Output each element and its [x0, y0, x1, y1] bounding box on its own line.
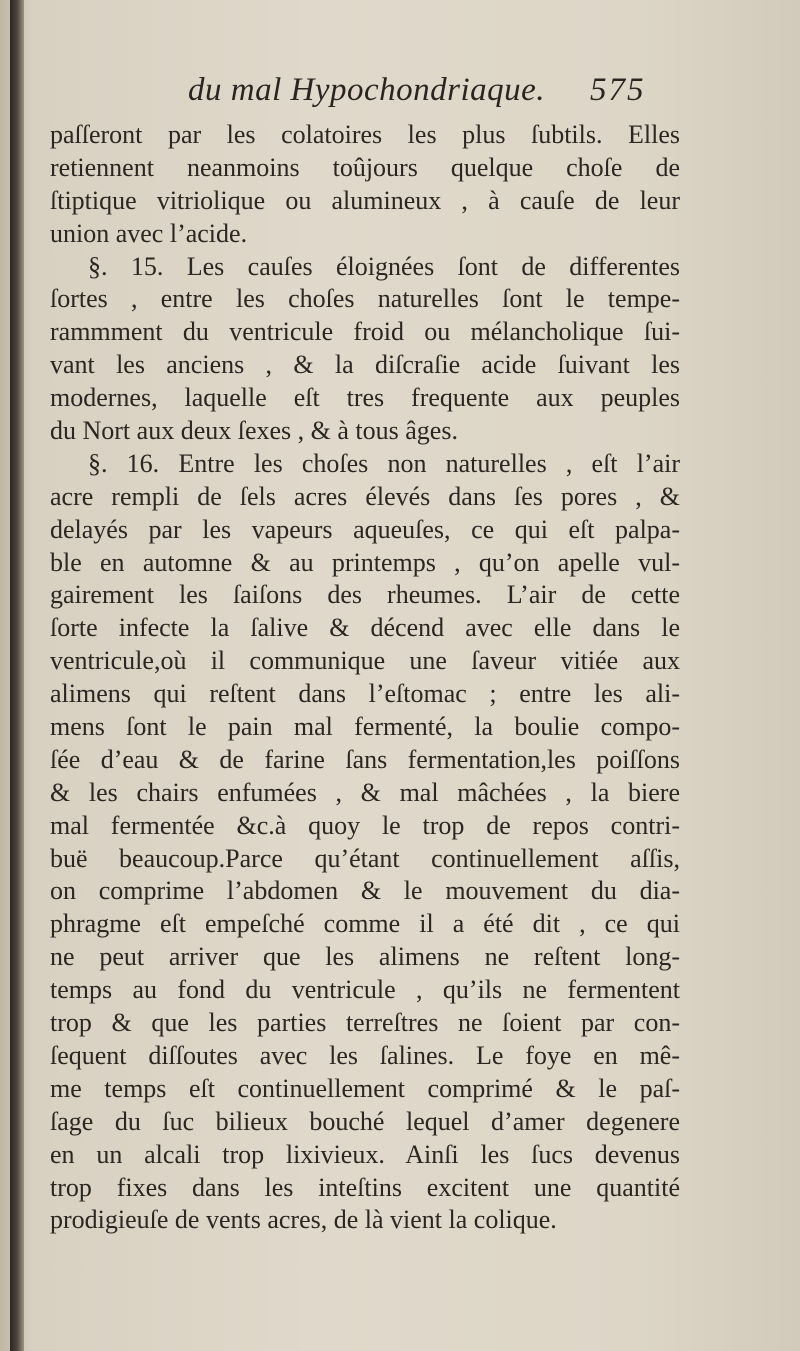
text-line: modernes, laquelle eſt tres frequente aux peuples: [50, 383, 680, 413]
text-line: §. 16. Entre les choſes non naturelles , eſt l’air: [88, 448, 680, 478]
text-line: ſée d’eau & de farine ſans fermentation,les poiſſons: [50, 744, 680, 774]
text-line: paſſeront par les colatoires les plus ſubtils. Elles: [50, 120, 680, 149]
text-line: me temps eſt continuellement comprimé & le paſ-: [50, 1073, 680, 1103]
text-line: vant les anciens , & la diſcraſie acide ſuivant les: [50, 350, 680, 380]
text-line: temps au fond du ventricule , qu’ils ne fermentent: [50, 975, 680, 1005]
text-line: alimens qui reſtent dans l’eſtomac ; entre les ali-: [50, 679, 680, 709]
text-line: trop & que les parties terreſtres ne ſoient par con-: [50, 1008, 680, 1038]
text-line: ſtiptique vitriolique ou alumineux , à cauſe de leur: [50, 185, 680, 215]
page-number: 575: [590, 72, 646, 108]
text-line: on comprime l’abdomen & le mouvement du dia-: [50, 876, 680, 906]
text-line: ſequent diſſoutes avec les ſalines. Le foye en mê-: [50, 1040, 680, 1070]
page-header: [0, 72, 800, 112]
text-line: mens ſont le pain mal fermenté, la boulie compo-: [50, 712, 680, 742]
text-line: phragme eſt empeſché comme il a été dit , ce qui: [50, 909, 680, 939]
text-line: ble en automne & au printemps , qu’on apelle vul-: [50, 547, 680, 577]
text-line: ſortes , entre les choſes naturelles ſont le tempe-: [50, 284, 680, 314]
text-line: trop fixes dans les inteſtins excitent une quantité: [50, 1172, 680, 1202]
text-line: gairement les ſaiſons des rheumes. L’air de cette: [50, 580, 680, 610]
text-line: ſage du ſuc bilieux bouché lequel d’amer degenere: [50, 1106, 680, 1136]
text-line: rammment du ventricule froid ou mélancholique ſui-: [50, 317, 680, 347]
text-line: union avec l’acide.: [50, 218, 248, 248]
text-line: en un alcali trop lixivieux. Ainſi les ſucs devenus: [50, 1139, 680, 1169]
text-line: & les chairs enfumées , & mal mâchées , la biere: [50, 777, 680, 807]
text-line: ſorte infecte la ſalive & décend avec elle dans le: [50, 613, 680, 643]
text-line: §. 15. Les cauſes éloignées ſont de differentes: [88, 251, 680, 281]
text-line: buë beaucoup.Parce qu’étant continuellement aſſis,: [50, 843, 680, 873]
text-line: du Nort aux deux ſexes , & à tous âges.: [50, 416, 458, 446]
text-line: retiennent neanmoins toûjours quelque choſe de: [50, 152, 680, 182]
running-title: du mal Hypochondriaque.: [188, 72, 546, 108]
text-line: acre rempli de ſels acres élevés dans ſes pores , &: [50, 481, 680, 511]
text-line: ne peut arriver que les alimens ne reſtent long-: [50, 942, 680, 972]
text-line: ventricule,où il communique une ſaveur vitiée aux: [50, 646, 680, 676]
text-line: mal fermentée &c.à quoy le trop de repos contri-: [50, 810, 680, 840]
binding-gutter: [10, 0, 24, 1351]
body-text: [50, 119, 680, 1237]
text-line: delayés par les vapeurs aqueuſes, ce qui eſt palpa-: [50, 514, 680, 544]
text-line: prodigieuſe de vents acres, de là vient la colique.: [50, 1205, 557, 1235]
